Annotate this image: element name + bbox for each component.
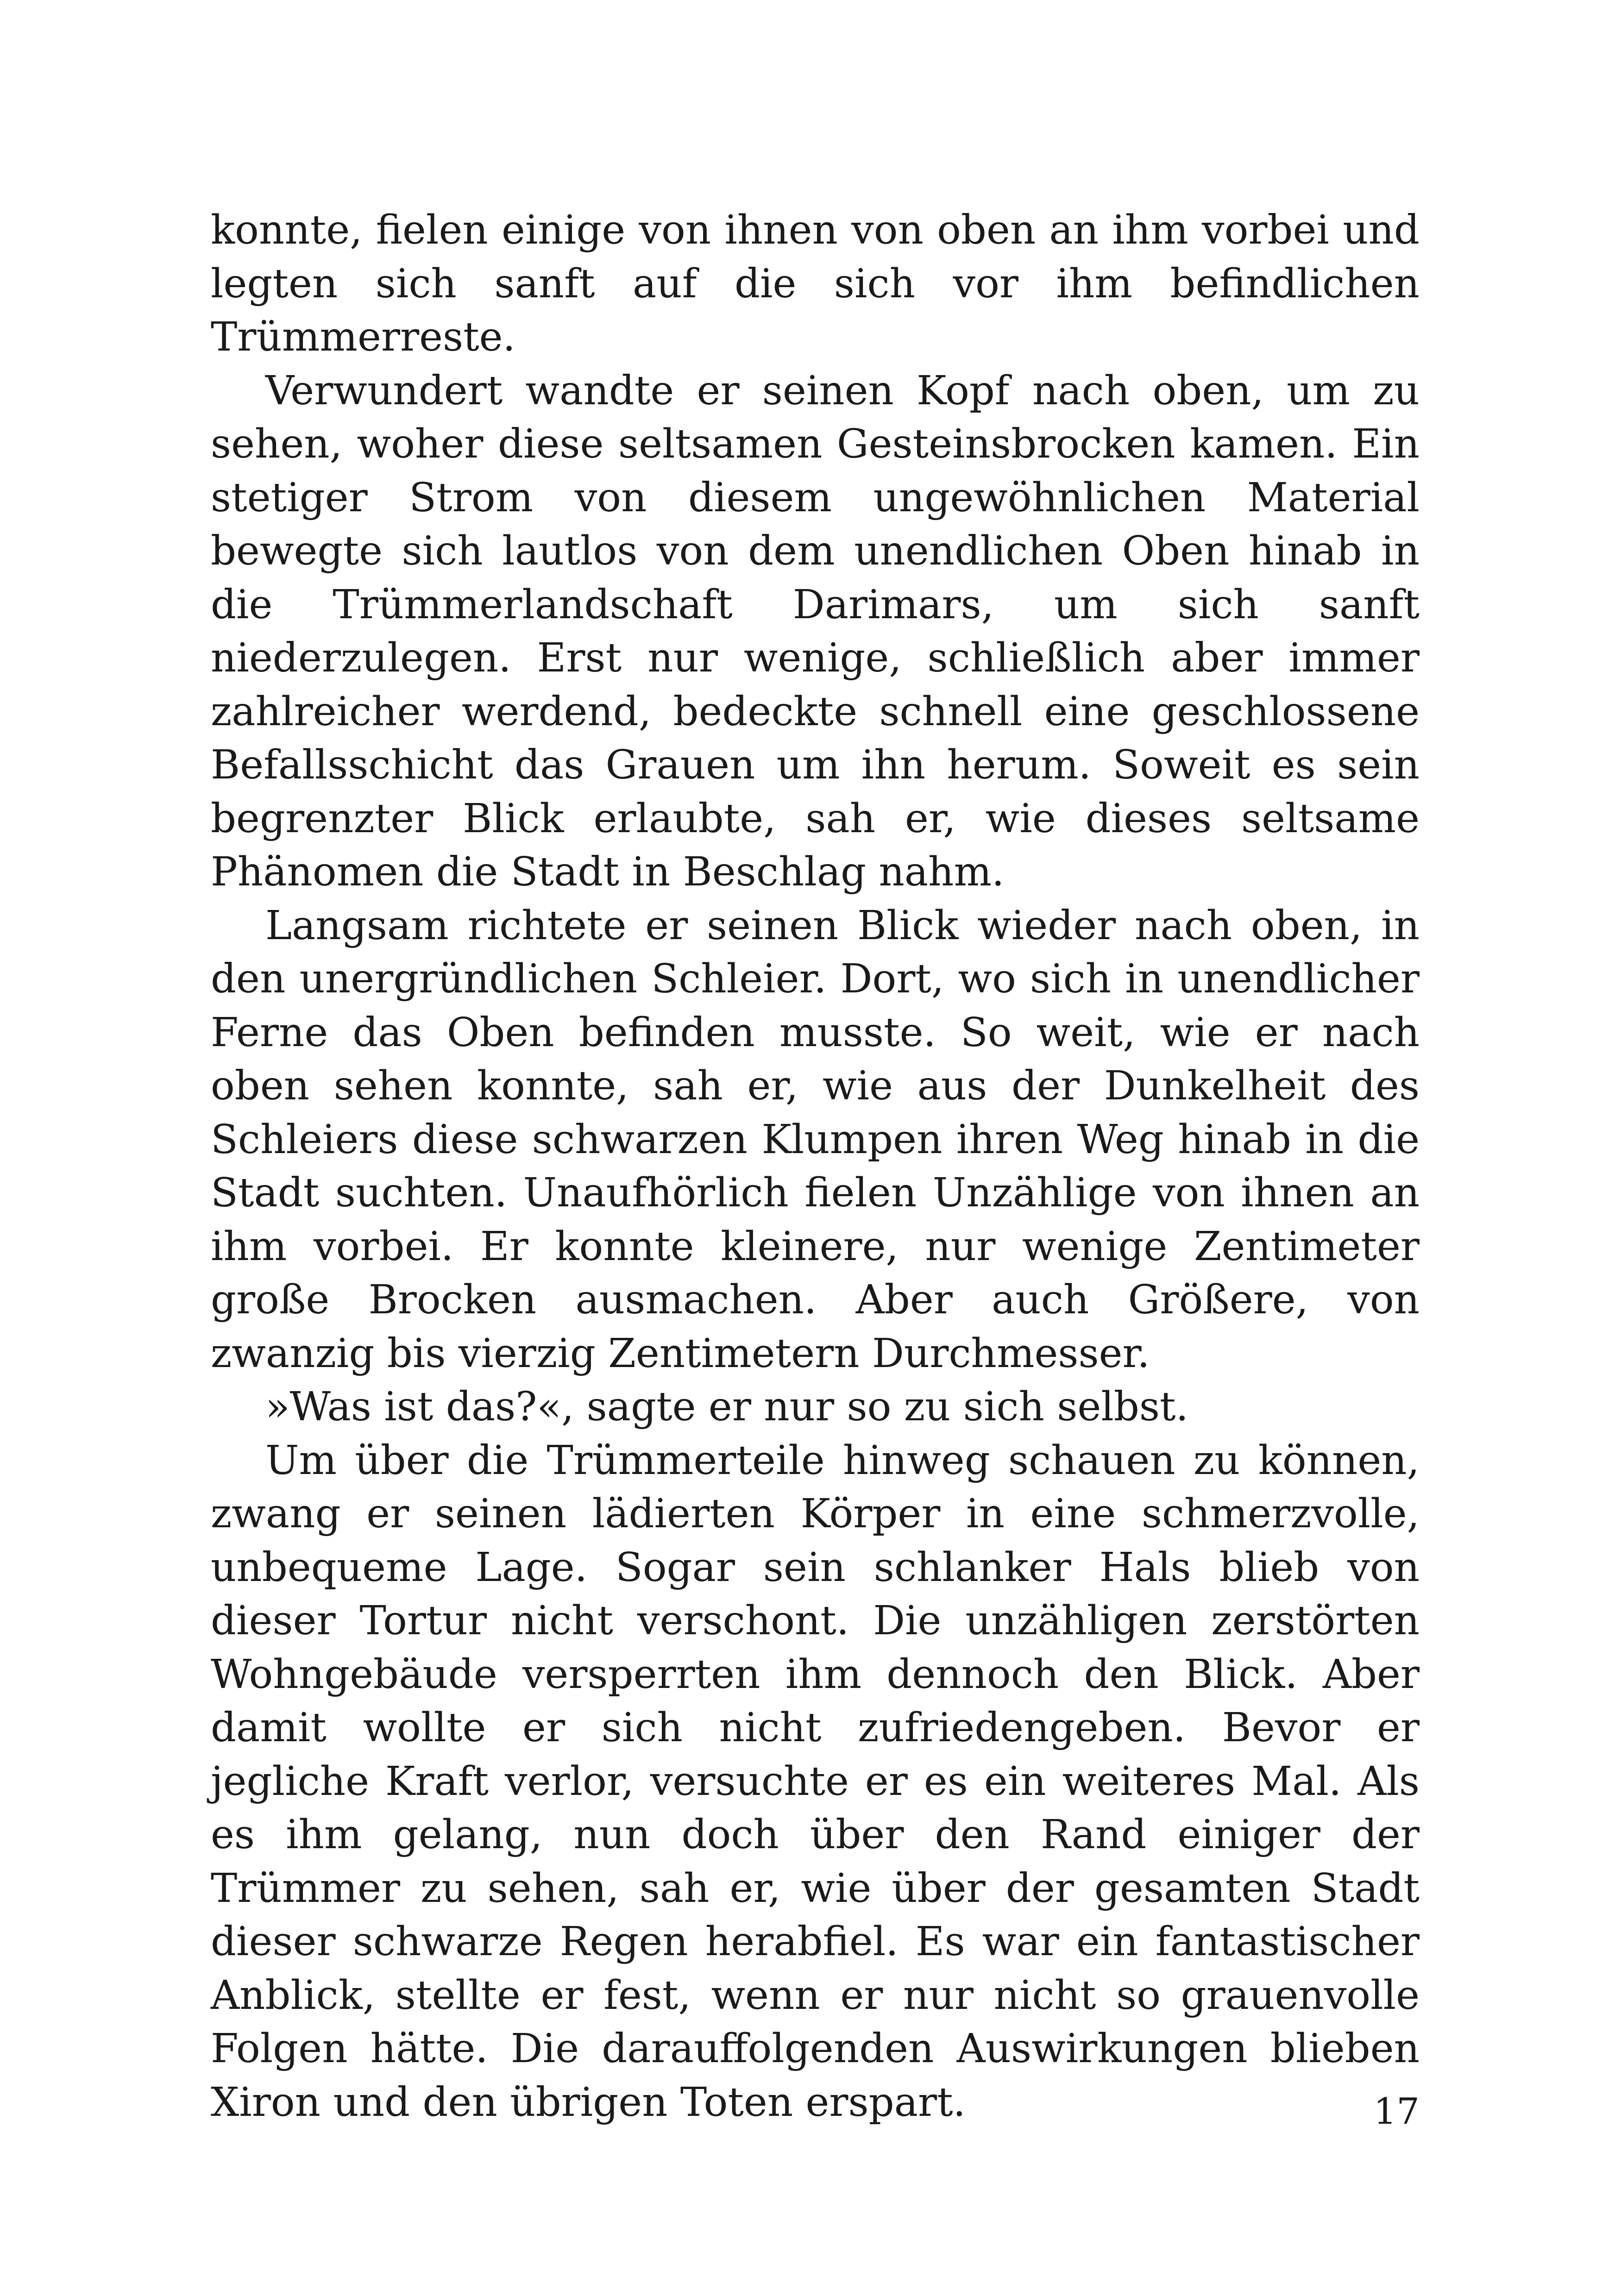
page-body-text xyxy=(211,204,1420,2129)
paragraph: Langsam richtete er seinen Blick wieder nach oben, in den unergründlichen Schleier. Dort, wo sich in unendlicher Ferne das Oben befinden musste. So weit, wie er nach oben sehen konnte, sah er, wie aus der Dunkelheit des Schleiers diese schwarzen Klumpen ihren Weg hinab in die Stadt suchten. Unaufhörlich fielen Unzählige von ihnen an ihm vorbei. Er konnte kleinere, nur wenige Zentimeter große Brocken ausmachen. Aber auch Größere, von zwanzig bis vierzig Zentimetern Durchmesser. xyxy=(211,902,1420,1377)
paragraph: Verwundert wandte er seinen Kopf nach oben, um zu sehen, woher diese seltsamen Gesteinsbrocken kamen. Ein stetiger Strom von diesem ungewöhnlichen Material bewegte sich lautlos von dem unendlichen Oben hinab in die Trümmerlandschaft Darimars, um sich sanft niederzulegen. Erst nur wenige, schließlich aber immer zahlreicher werdend, bedeckte schnell eine geschlossene Befallsschicht das Grauen um ihn herum. Soweit es sein begrenzter Blick erlaubte, sah er, wie dieses seltsame Phänomen die Stadt in Beschlag nahm. xyxy=(211,367,1420,895)
paragraph: Um über die Trümmerteile hinweg schauen zu können, zwang er seinen lädierten Körper in eine schmerzvolle, unbequeme Lage. Sogar sein schlanker Hals blieb von dieser Tortur nicht verschont. Die unzähligen zerstörten Wohngebäude versperrten ihm dennoch den Blick. Aber damit wollte er sich nicht zufriedengeben. Bevor er jegliche Kraft verlor, versuchte er es ein weiteres Mal. Als es ihm gelang, nun doch über den Rand einiger der Trümmer zu sehen, sah er, wie über der gesamten Stadt dieser schwarze Regen herabfiel. Es war ein fantastischer Anblick, stellte er fest, wenn er nur nicht so grauenvolle Folgen hätte. Die darauffolgenden Auswirkungen blieben Xiron und den übrigen Toten erspart. xyxy=(211,1437,1420,2126)
page-number: 17 xyxy=(1373,2091,1420,2133)
paragraph-continuation: konnte, fielen einige von ihnen von oben an ihm vorbei und legten sich sanft auf die sich vor ihm befindlichen Trümmerreste. xyxy=(211,207,1420,360)
paragraph-dialogue: »Was ist das?«, sagte er nur so zu sich selbst. xyxy=(265,1384,1188,1430)
